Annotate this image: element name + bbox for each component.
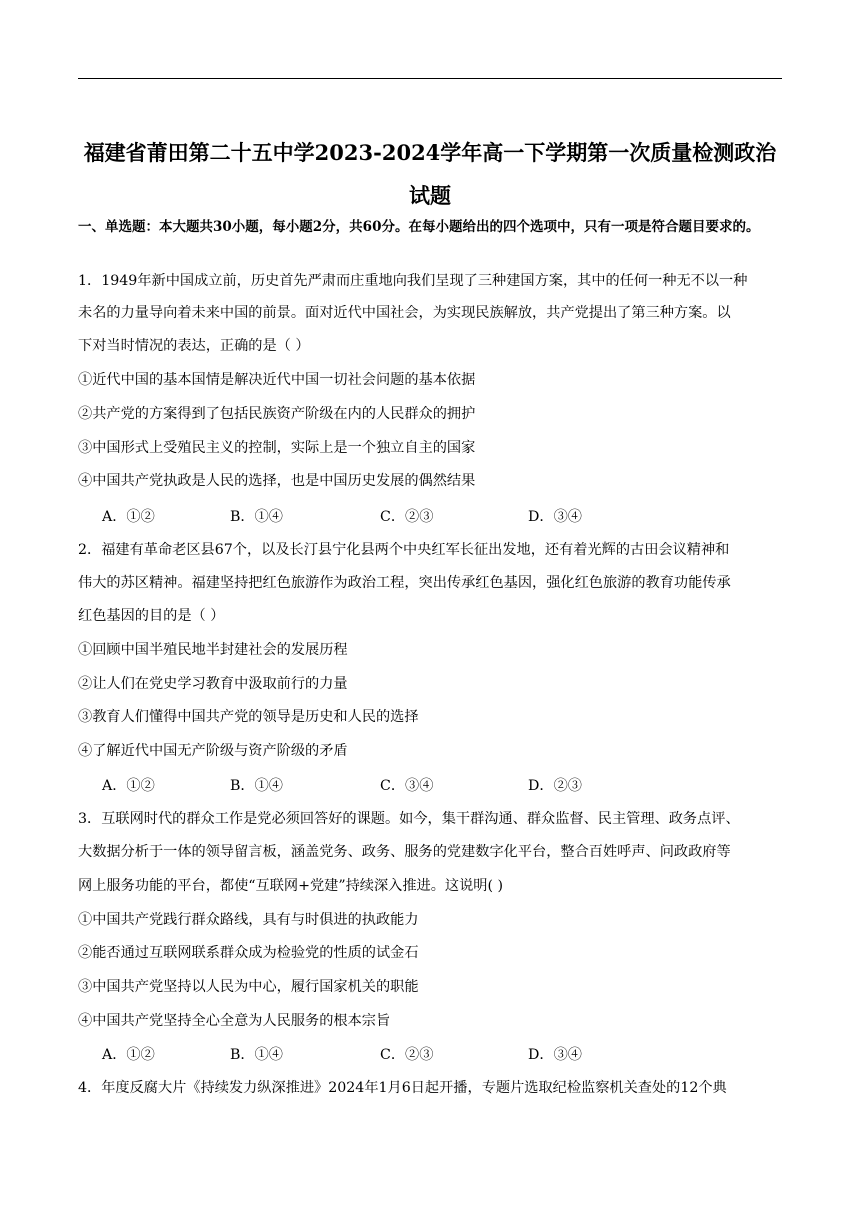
question-1-stem-line-1: 1．1949年新中国成立前，历史首先严肃而庄重地向我们呈现了三种建国方案，其中的任何一种无不以一种 [78, 273, 748, 289]
question-1-statement-4: ④中国共产党执政是人民的选择，也是中国历史发展的偶然结果 [78, 473, 476, 489]
question-1-statement-3: ③中国形式上受殖民主义的控制，实际上是一个独立自主的国家 [78, 440, 476, 456]
question-2-statement-2: ②让人们在党史学习教育中汲取前行的力量 [78, 676, 348, 692]
option-b[interactable]: B．①④ [230, 778, 283, 794]
question-1-statement-1: ①近代中国的基本国情是解决近代中国一切社会问题的基本依据 [78, 372, 476, 388]
header-rule [78, 78, 782, 79]
option-d[interactable]: D．③④ [528, 509, 582, 525]
option-c[interactable]: C．②③ [380, 1047, 434, 1063]
question-2-stem-line-2: 伟大的苏区精神。福建坚持把红色旅游作为政治工程，突出传承红色基因，强化红色旅游的教育功能传承 [78, 575, 731, 591]
document-title-line1: 福建省莆田第二十五中学2023-2024学年高一下学期第一次质量检测政治 [83, 140, 777, 165]
question-4-stem-line-1: 4．年度反腐大片《持续发力纵深推进》2024年1月6日起开播，专题片选取纪检监察机关查处的12个典 [78, 1080, 727, 1096]
question-3-statement-3: ③中国共产党坚持以人民为中心，履行国家机关的职能 [78, 979, 419, 995]
question-2-stem-line-3: 红色基因的目的是（ ） [78, 608, 225, 624]
question-3-stem-line-1: 3．互联网时代的群众工作是党必须回答好的课题。如今，集干群沟通、群众监督、民主管理、政务点评、 [78, 811, 740, 827]
question-2-statement-3: ③教育人们懂得中国共产党的领导是历史和人民的选择 [78, 709, 419, 725]
option-b[interactable]: B．①④ [230, 1047, 283, 1063]
question-3-stem-line-2: 大数据分析于一体的领导留言板，涵盖党务、政务、服务的党建数字化平台，整合百姓呼声、问政政府等 [78, 844, 731, 860]
option-a[interactable]: A．①② [102, 509, 155, 525]
document-title-line2: 试题 [409, 183, 451, 208]
option-d[interactable]: D．③④ [528, 1047, 582, 1063]
section-header: 一、单选题：本大题共30小题，每小题2分，共60分。在每小题给出的四个选项中，只有一项是符合题目要求的。 [78, 219, 760, 235]
question-3-statement-1: ①中国共产党践行群众路线，具有与时俱进的执政能力 [78, 912, 419, 928]
question-3-statement-2: ②能否通过互联网联系群众成为检验党的性质的试金石 [78, 945, 419, 961]
question-1-stem-line-2: 未名的力量导向着未来中国的前景。面对近代中国社会，为实现民族解放，共产党提出了第三种方案。以 [78, 305, 731, 321]
option-c[interactable]: C．③④ [380, 778, 434, 794]
question-1-statement-2: ②共产党的方案得到了包括民族资产阶级在内的人民群众的拥护 [78, 406, 476, 422]
option-a[interactable]: A．①② [102, 778, 155, 794]
option-c[interactable]: C．②③ [380, 509, 434, 525]
option-d[interactable]: D．②③ [528, 778, 582, 794]
question-2-stem-line-1: 2．福建有革命老区县67个，以及长汀县宁化县两个中央红军长征出发地，还有着光辉的古田会议精神和 [78, 542, 730, 558]
option-a[interactable]: A．①② [102, 1047, 155, 1063]
question-1-stem-line-3: 下对当时情况的表达，正确的是（ ） [78, 338, 310, 354]
question-3-stem-line-3: 网上服务功能的平台，都使“互联网+党建”持续深入推进。这说明( ) [78, 878, 504, 894]
question-2-statement-4: ④了解近代中国无产阶级与资产阶级的矛盾 [78, 743, 348, 759]
option-b[interactable]: B．①④ [230, 509, 283, 525]
question-2-statement-1: ①回顾中国半殖民地半封建社会的发展历程 [78, 642, 348, 658]
question-3-statement-4: ④中国共产党坚持全心全意为人民服务的根本宗旨 [78, 1013, 391, 1029]
